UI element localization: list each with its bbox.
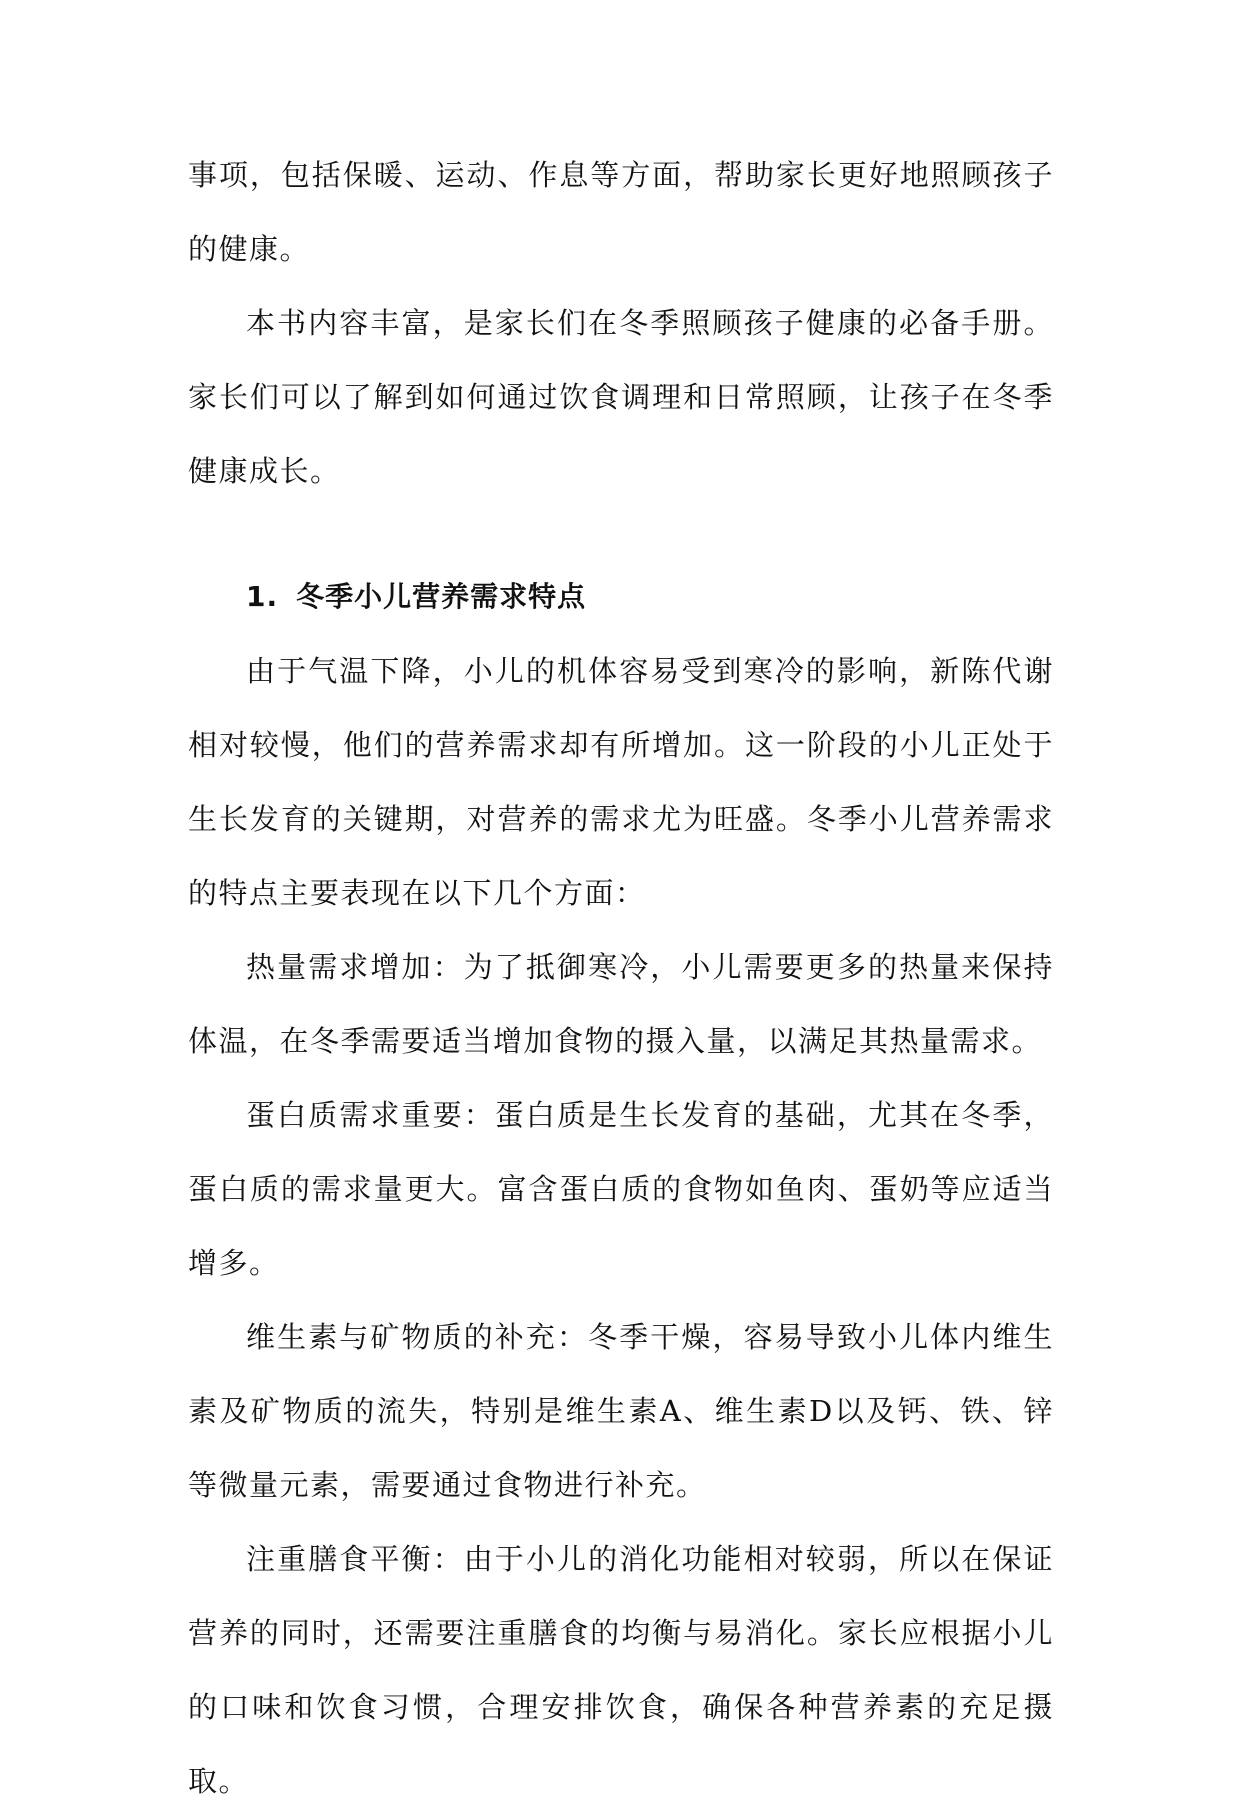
document-body [188, 138, 1054, 1818]
vitamin-mineral-paragraph: 维生素与矿物质的补充：冬季干燥，容易导致小儿体内维生素及矿物质的流失，特别是维生素A、维生素D以及钙、铁、锌等微量元素，需要通过食物进行补充。 [188, 1320, 1054, 1502]
intro-continuation-paragraph: 事项，包括保暖、运动、作息等方面，帮助家长更好地照顾孩子的健康。 [188, 158, 1054, 266]
section-number: 1. [246, 580, 279, 613]
intro-summary-paragraph: 本书内容丰富，是家长们在冬季照顾孩子健康的必备手册。家长们可以了解到如何通过饮食调理和日常照顾，让孩子在冬季健康成长。 [188, 306, 1054, 488]
section-title: 冬季小儿营养需求特点 [296, 580, 587, 613]
section-heading [188, 560, 1054, 634]
protein-paragraph: 蛋白质需求重要：蛋白质是生长发育的基础，尤其在冬季，蛋白质的需求量更大。富含蛋白质的食物如鱼肉、蛋奶等应适当增多。 [188, 1098, 1054, 1280]
diet-balance-paragraph: 注重膳食平衡：由于小儿的消化功能相对较弱，所以在保证营养的同时，还需要注重膳食的均衡与易消化。家长应根据小儿的口味和饮食习惯，合理安排饮食，确保各种营养素的充足摄取。 [188, 1542, 1054, 1798]
calorie-paragraph: 热量需求增加：为了抵御寒冷，小儿需要更多的热量来保持体温，在冬季需要适当增加食物的摄入量，以满足其热量需求。 [188, 950, 1054, 1058]
overview-paragraph: 由于气温下降，小儿的机体容易受到寒冷的影响，新陈代谢相对较慢，他们的营养需求却有所增加。这一阶段的小儿正处于生长发育的关键期，对营养的需求尤为旺盛。冬季小儿营养需求的特点主要表现在以下几个方面： [188, 654, 1054, 910]
